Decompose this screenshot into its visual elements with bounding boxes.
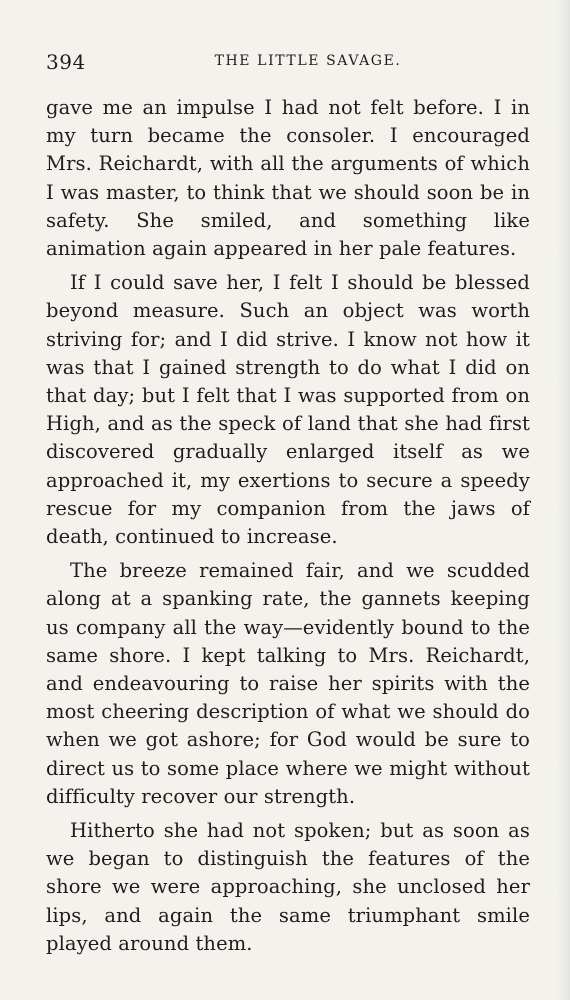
body-text: [46, 94, 530, 958]
paragraph-2: If I could save her, I felt I should be blessed beyond measure. Such an object was worth striving for; and I did strive. I know not how it was that I gained strength to do what I did on that day; but I felt that I was supported from on High, and as the speck of land that she had first discovered gradually enlarged itself as we approached it, my exertions to secure a speedy rescue for my companion from the jaws of death, continued to increase.: [46, 271, 530, 549]
page-header: [46, 50, 530, 78]
page-number: 394: [46, 50, 86, 74]
paragraph-1: gave me an impulse I had not felt before. I in my turn became the consoler. I encouraged Mrs. Reichardt, with all the arguments of which I was master, to think that we should soon be in safety. She smiled, and something like animation again appeared in her pale features.: [46, 96, 530, 261]
page-edge-shadow: [556, 0, 570, 1000]
running-head: THE LITTLE SAVAGE.: [214, 53, 402, 69]
paragraph-4: Hitherto she had not spoken; but as soon as we began to distinguish the features of the shore we were approaching, she unclosed her lips, and again the same triumphant smile played around them.: [46, 819, 530, 955]
paragraph-3: The breeze remained fair, and we scudded along at a spanking rate, the gannets keeping us company all the way—evidently bound to the same shore. I kept talking to Mrs. Reichardt, and endeavouring to raise her spirits with the most cheering description of what we should do when we got ashore; for God would be sure to direct us to some place where we might without difficulty recover our strength.: [46, 559, 530, 808]
